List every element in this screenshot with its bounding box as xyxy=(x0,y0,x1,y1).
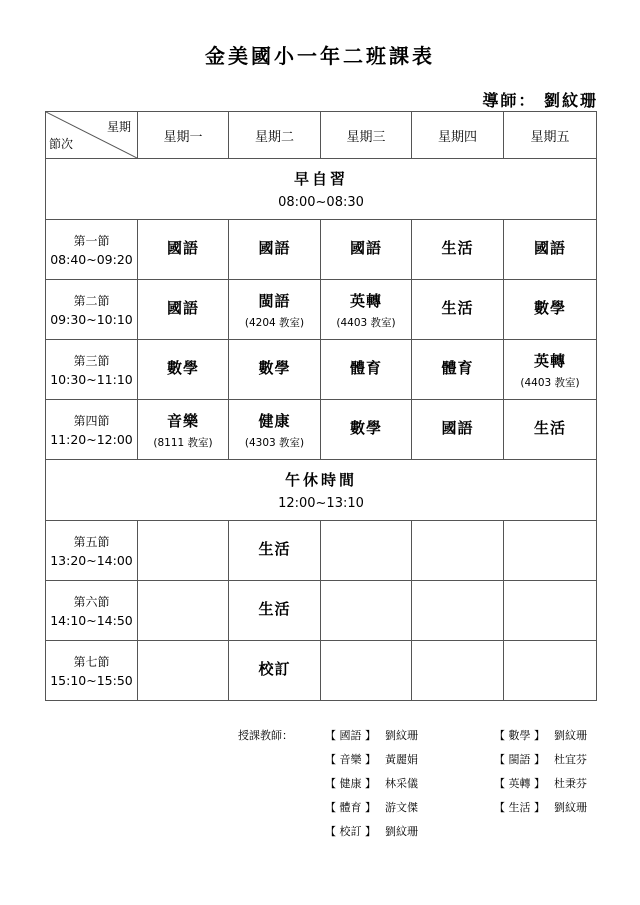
day-header: 星期三 xyxy=(321,112,412,159)
legend-teacher: 杜秉芬 xyxy=(554,777,587,790)
period-row xyxy=(46,340,597,400)
period-cell xyxy=(46,521,138,581)
subject-cell xyxy=(229,641,321,701)
subject-name: 國語 xyxy=(349,239,382,257)
corner-day-label: 星期 xyxy=(106,120,131,134)
subject-cell xyxy=(504,400,597,460)
period-cell xyxy=(46,400,138,460)
subject-name: 閩語 xyxy=(258,291,291,310)
subject-name: 國語 xyxy=(166,239,199,257)
legend-teacher: 劉紋珊 xyxy=(554,729,587,742)
period-cell xyxy=(46,340,138,400)
period-name: 第一節 xyxy=(73,234,110,248)
period-cell xyxy=(46,220,138,280)
subject-cell xyxy=(321,220,412,280)
period-time: 10:30~11:10 xyxy=(50,372,133,387)
homeroom-teacher: 導師： 劉紋珊 xyxy=(482,91,598,110)
subject-cell xyxy=(412,521,504,581)
subject-cell xyxy=(321,340,412,400)
subject-name: 英轉 xyxy=(349,291,382,310)
legend-teacher: 游文傑 xyxy=(385,801,418,814)
timetable xyxy=(45,111,597,701)
period-name: 第四節 xyxy=(73,414,110,428)
subject-name: 英轉 xyxy=(533,351,566,370)
morning-band xyxy=(46,159,597,220)
page-title: 金美國小一年二班課表 xyxy=(205,44,435,68)
subject-cell xyxy=(138,521,229,581)
period-name: 第三節 xyxy=(73,354,110,368)
subject-cell xyxy=(504,521,597,581)
subject-cell xyxy=(138,340,229,400)
period-row xyxy=(46,220,597,280)
legend-label: 授課教師： xyxy=(238,729,293,742)
period-time: 09:30~10:10 xyxy=(50,312,133,327)
legend-subject: 【 體育 】 xyxy=(325,801,376,814)
period-cell xyxy=(46,280,138,340)
period-name: 第六節 xyxy=(73,595,110,609)
subject-cell xyxy=(229,581,321,641)
subject-cell xyxy=(138,400,229,460)
subject-cell xyxy=(504,581,597,641)
subject-cell xyxy=(412,280,504,340)
legend-subject: 【 國語 】 xyxy=(325,729,376,742)
day-header: 星期四 xyxy=(412,112,504,159)
afternoon-periods xyxy=(46,521,597,701)
subject-name: 體育 xyxy=(349,359,382,377)
legend-subject: 【 英轉 】 xyxy=(494,777,545,790)
room-number: (4303 教室) xyxy=(244,436,305,449)
subject-name: 數學 xyxy=(349,419,382,437)
subject-cell xyxy=(321,280,412,340)
period-time: 15:10~15:50 xyxy=(50,673,133,688)
subject-cell xyxy=(138,641,229,701)
corner-cell xyxy=(46,112,138,159)
subject-cell xyxy=(412,641,504,701)
legend-subject: 【 校訂 】 xyxy=(325,825,376,838)
subject-cell xyxy=(229,220,321,280)
legend-subject: 【 閩語 】 xyxy=(494,753,545,766)
period-cell xyxy=(46,641,138,701)
subject-name: 生活 xyxy=(441,239,474,257)
period-row xyxy=(46,521,597,581)
subject-cell xyxy=(321,581,412,641)
subject-name: 體育 xyxy=(441,359,474,377)
legend-subject: 【 數學 】 xyxy=(494,729,545,742)
day-header: 星期一 xyxy=(138,112,229,159)
subject-cell xyxy=(412,220,504,280)
period-name: 第二節 xyxy=(73,294,110,308)
corner-period-label: 節次 xyxy=(49,137,74,151)
period-row xyxy=(46,280,597,340)
subject-cell xyxy=(321,521,412,581)
legend-teacher: 黃麗娟 xyxy=(385,753,418,766)
band-name: 午休時間 xyxy=(284,471,357,489)
room-number: (4204 教室) xyxy=(244,316,305,329)
period-time: 08:40~09:20 xyxy=(50,252,133,267)
subject-name: 數學 xyxy=(533,299,566,317)
subject-name: 國語 xyxy=(258,239,291,257)
legend-teacher: 劉紋珊 xyxy=(385,825,418,838)
legend-subject: 【 健康 】 xyxy=(325,777,376,790)
subject-name: 國語 xyxy=(533,239,566,257)
subject-name: 數學 xyxy=(258,359,291,377)
subject-name: 健康 xyxy=(258,411,291,430)
subject-cell xyxy=(504,280,597,340)
day-header: 星期二 xyxy=(229,112,321,159)
legend-subject: 【 生活 】 xyxy=(494,801,545,814)
band-time: 12:00~13:10 xyxy=(278,496,364,511)
subject-name: 數學 xyxy=(166,359,199,377)
period-time: 14:10~14:50 xyxy=(50,613,133,628)
subject-cell xyxy=(504,340,597,400)
period-row xyxy=(46,641,597,701)
subject-cell xyxy=(321,641,412,701)
header-row xyxy=(46,112,597,159)
subject-cell xyxy=(412,581,504,641)
band-time: 08:00~08:30 xyxy=(278,195,364,210)
legend-teacher: 杜宜芬 xyxy=(554,753,587,766)
subject-name: 校訂 xyxy=(258,660,291,678)
legend-teacher: 林采儀 xyxy=(385,777,418,790)
subject-cell xyxy=(138,280,229,340)
subject-name: 生活 xyxy=(441,299,474,317)
subject-cell xyxy=(229,340,321,400)
subject-cell xyxy=(504,220,597,280)
subject-name: 國語 xyxy=(441,419,474,437)
room-number: (4403 教室) xyxy=(520,376,580,389)
subject-cell xyxy=(138,581,229,641)
period-row xyxy=(46,581,597,641)
subject-cell xyxy=(412,340,504,400)
subject-cell xyxy=(138,220,229,280)
period-name: 第五節 xyxy=(73,535,110,549)
morning-periods xyxy=(46,220,597,460)
legend-teacher: 劉紋珊 xyxy=(554,801,587,814)
period-cell xyxy=(46,581,138,641)
room-number: (4403 教室) xyxy=(336,316,396,329)
legend-teacher: 劉紋珊 xyxy=(385,729,418,742)
band-name: 早自習 xyxy=(293,170,348,188)
subject-name: 生活 xyxy=(258,600,291,618)
period-name: 第七節 xyxy=(73,655,110,669)
subject-name: 音樂 xyxy=(166,411,199,430)
room-number: (8111 教室) xyxy=(153,436,213,449)
period-time: 11:20~12:00 xyxy=(50,432,133,447)
subject-cell xyxy=(229,400,321,460)
noon-band xyxy=(46,460,597,521)
subject-cell xyxy=(412,400,504,460)
subject-name: 生活 xyxy=(533,419,566,437)
subject-name: 生活 xyxy=(258,540,291,558)
period-time: 13:20~14:00 xyxy=(50,553,133,568)
subject-cell xyxy=(229,521,321,581)
day-header: 星期五 xyxy=(504,112,597,159)
subject-cell xyxy=(321,400,412,460)
subject-cell xyxy=(229,280,321,340)
subject-cell xyxy=(504,641,597,701)
period-row xyxy=(46,400,597,460)
legend-subject: 【 音樂 】 xyxy=(325,753,376,766)
subject-name: 國語 xyxy=(166,299,199,317)
